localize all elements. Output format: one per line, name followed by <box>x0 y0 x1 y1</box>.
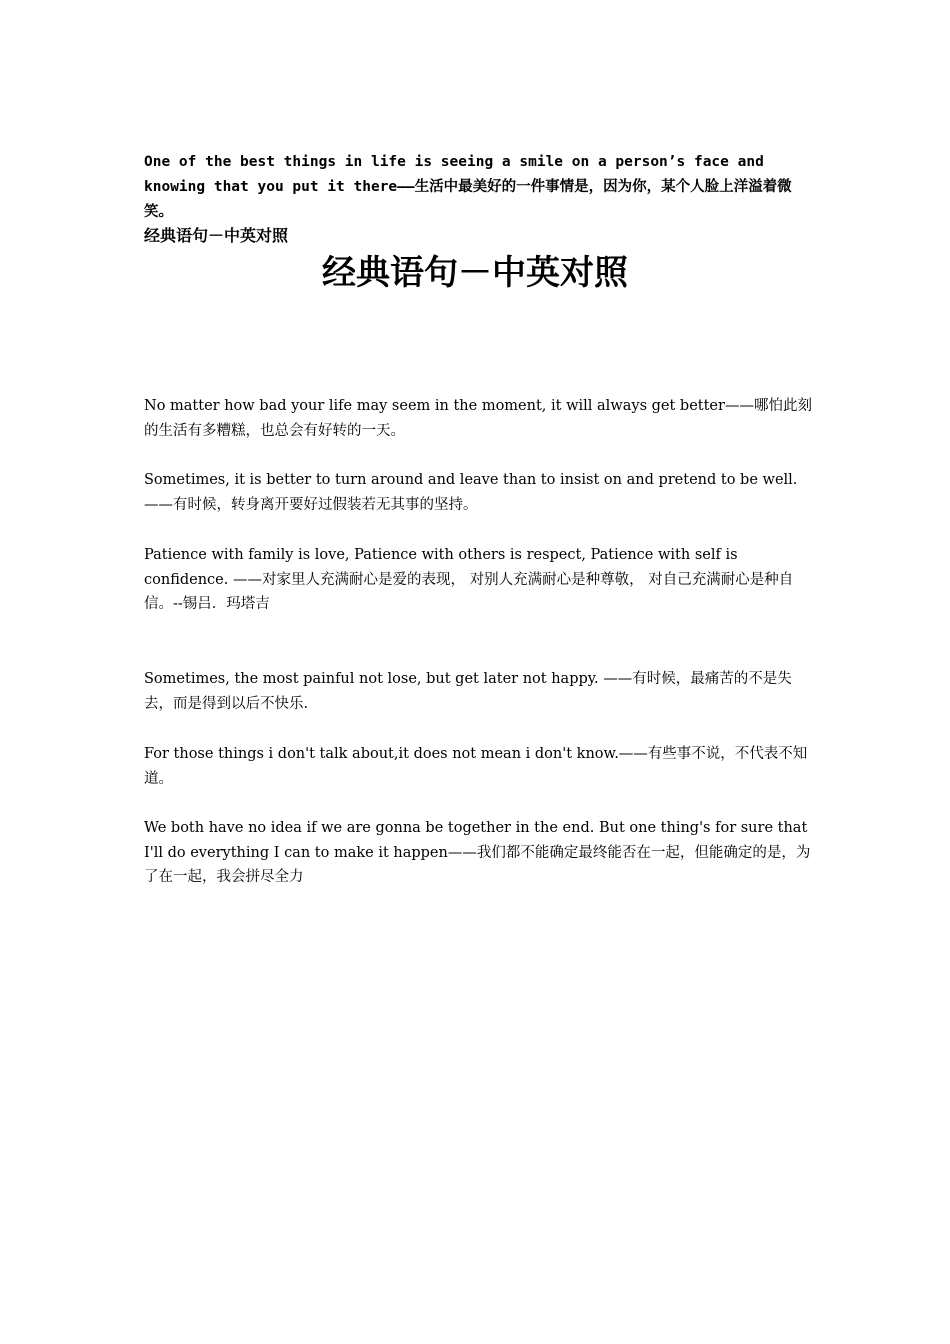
quote-4: Sometimes, the most painful not lose, but get later not happy. ——有时候，最痛苦的不是失去，而是得到以后不快乐. <box>144 671 792 712</box>
page-title: 经典语句－中英对照 <box>322 253 628 293</box>
quote-2: Sometimes, it is better to turn around and leave than to insist on and pretend to be well. ——有时候，转身离开要好过假装若无其事的坚持。 <box>144 472 798 513</box>
quote-6: We both have no idea if we are gonna be together in the end. But one thing's for sure that I'll do everything I can to make it happen——我们都不能确定最终能否在一起，但能确定的是，为了在一起，我会拼尽全力 <box>144 820 811 885</box>
section-subtitle: 经典语句－中英对照 <box>144 226 289 245</box>
quote-5: For those things i don't talk about,it does not mean i don't know.——有些事不说，不代表不知道。 <box>144 746 808 787</box>
intro-quote: One of the best things in life is seeing a smile on a person’s face and knowing that you put it there——生活中最美好的一件事情是，因为你，某个人脸上洋溢着微笑。 <box>144 154 792 220</box>
quote-1: No matter how bad your life may seem in the moment, it will always get better——哪怕此刻的生活有多糟糕，也总会有好转的一天。 <box>144 398 812 439</box>
quote-3: Patience with family is love, Patience with others is respect, Patience with self is confidence. ——对家里人充满耐心是爱的表现， 对别人充满耐心是种尊敬， 对自己充满耐心是种自信。--锡吕．玛塔吉 <box>144 547 794 612</box>
